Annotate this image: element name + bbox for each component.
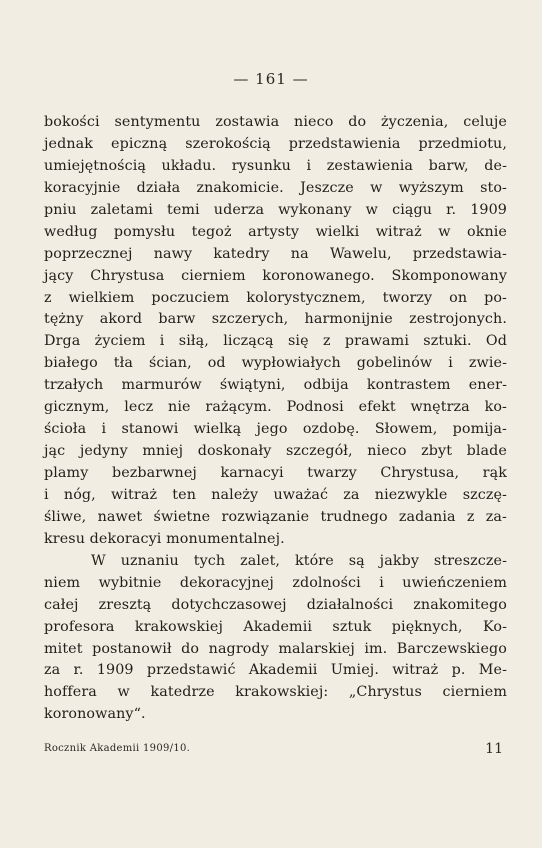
page-number: — 161 — — [233, 70, 309, 88]
text-line: jednak epiczną szerokością przedstawienia przedmiotu, — [44, 135, 507, 152]
text-line: jący Chrystusa cierniem koronowanego. Skomponowany — [44, 267, 507, 284]
text-line: koracyjnie działa znakomicie. Jeszcze w wyższym sto- — [44, 179, 507, 196]
text-line: profesora krakowskiej Akademii sztuk pięknych, Ko- — [44, 618, 507, 635]
text-line: plamy bezbarwnej karnacyi twarzy Chrystusa, rąk — [44, 465, 507, 481]
text-line: niem wybitnie dekoracyjnej zdolności i uwieńczeniem — [44, 574, 507, 591]
text-line: poprzecznej nawy katedry na Wawelu, przedstawia- — [44, 245, 507, 262]
text-line: z wielkiem poczuciem kolorystycznem, tworzy on po- — [44, 289, 507, 306]
text-line: śliwe, nawet świetne rozwiązanie trudnego zadania z za- — [44, 508, 507, 525]
text-line: W uznaniu tych zalet, które są jakby streszcze- — [91, 552, 507, 569]
text-line: według pomysłu tegoż artysty wielki witraż w oknie — [44, 223, 507, 240]
text-line: gicznym, lecz nie rażącym. Podnosi efekt wnętrza ko- — [44, 399, 507, 416]
text-line: białego tła ścian, od wypłowiałych gobelinów i zwie- — [44, 355, 507, 372]
text-line: całej zresztą dotychczasowej działalności znakomitego — [44, 596, 507, 613]
text-line: jąc jedyny mniej doskonały szczegół, nieco zbyt blade — [44, 443, 507, 460]
text-line: trzałych marmurów świątyni, odbija kontrastem ener- — [44, 377, 507, 394]
text-line: i nóg, witraż ten należy uważać za niezwykle szczę- — [44, 486, 507, 503]
page-footer — [44, 741, 507, 761]
text-line: tężny akord barw szczerych, harmonijnie zestrojonych. — [44, 311, 507, 328]
text-line: Drga życiem i siłą, liczącą się z prawami sztuki. Od — [44, 333, 507, 350]
text-line: bokości sentymentu zostawia nieco do życzenia, celuje — [44, 114, 507, 130]
footer-signature: Rocznik Akademii 1909/10. — [44, 743, 191, 754]
text-line: mitet postanowił do nagrody malarskiej im. Barczewskiego — [44, 640, 507, 657]
text-line: umiejętnością układu. rysunku i zestawienia barw, de- — [44, 157, 507, 174]
text-line: koronowany“. — [44, 706, 146, 723]
text-line: kresu dekoracyi monumentalnej. — [44, 530, 285, 547]
footer-sheet-number: 11 — [485, 741, 503, 757]
text-line: hoffera w katedrze krakowskiej: „Chrystus cierniem — [44, 684, 507, 701]
text-line: za r. 1909 przedstawić Akademii Umiej. witraż p. Me- — [44, 662, 507, 679]
text-line: ścioła i stanowi wielką jego ozdobę. Słowem, pomija- — [44, 421, 507, 438]
text-line: pniu zaletami temi uderza wykonany w ciągu r. 1909 — [44, 201, 507, 218]
body-text — [44, 112, 507, 726]
